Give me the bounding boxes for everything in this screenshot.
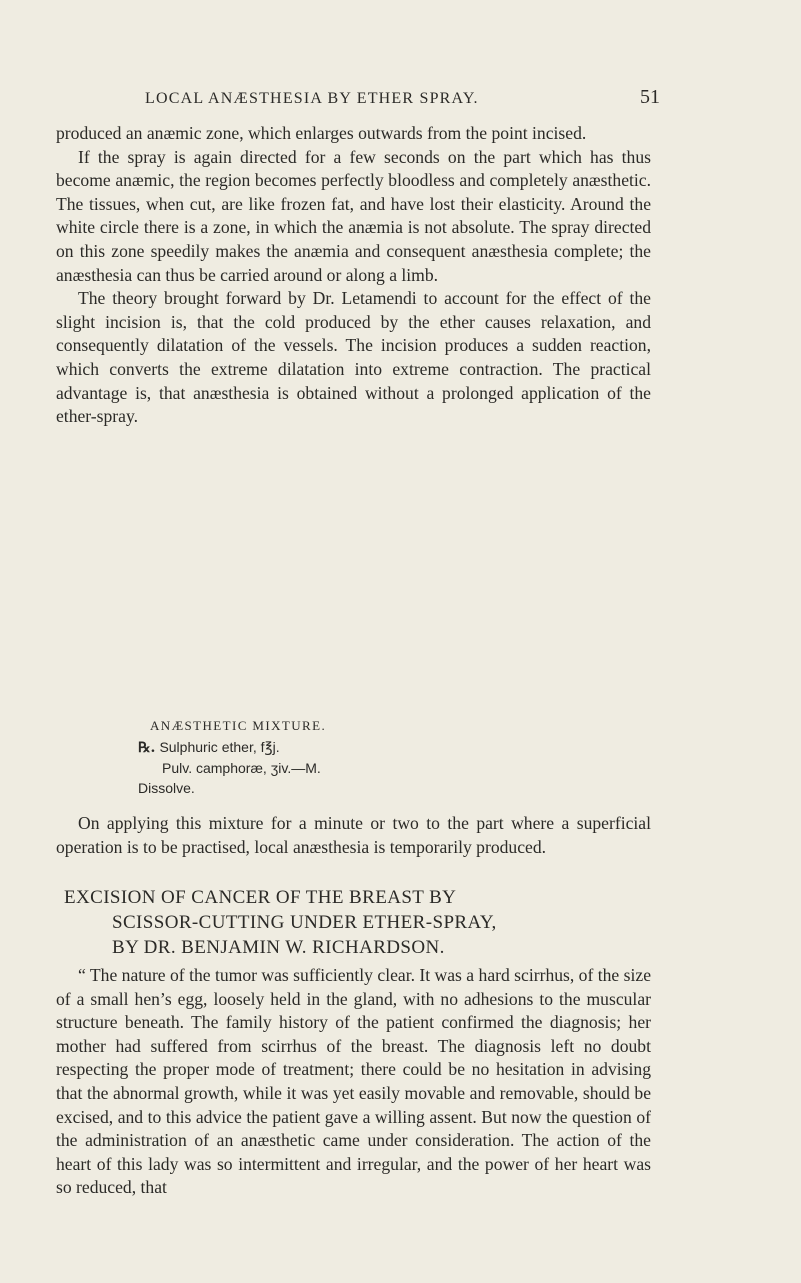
paragraph: If the spray is again directed for a few seconds on the part which has thus become anæmic, the region becomes perfectly bloodless and completely anæsthetic. The tissues, when cut, are like frozen fat, and have lost their elasticity. Around the white circle there is a zone, in which the anæmia is not absolute. The spray directed on this zone speedily makes the anæmia and consequent anæsthesia complete; the anæsthesia can thus be carried around or along a limb. xyxy=(56,146,651,285)
recipe-line xyxy=(138,737,321,758)
recipe-line-text: Sulphuric ether, f℥j. xyxy=(159,739,280,755)
heading-line: BY DR. BENJAMIN W. RICHARDSON. xyxy=(112,937,445,958)
recipe-title: ANÆSTHETIC MIXTURE. xyxy=(150,718,327,733)
recipe-line: Pulv. camphoræ, ʒiv.—M. xyxy=(162,760,321,776)
heading-line: EXCISION OF CANCER OF THE BREAST BY xyxy=(64,887,457,908)
body-text-block xyxy=(56,122,651,429)
section-text xyxy=(56,964,651,1200)
recipe-block xyxy=(138,737,321,798)
page-header xyxy=(0,86,801,118)
page-number: 51 xyxy=(640,86,660,108)
rx-symbol: ℞. xyxy=(138,740,156,756)
running-head: LOCAL ANÆSTHESIA BY ETHER SPRAY. xyxy=(145,90,479,107)
section-heading xyxy=(56,885,651,960)
paragraph: The theory brought forward by Dr. Letamendi to account for the effect of the slight incision is, that the cold produced by the ether causes relaxation, and consequently dilatation of the vessels. The incision produces a sudden reaction, which converts the extreme dilatation into extreme contraction. The practical advantage is, that anæsthesia is obtained without a prolonged application of the ether-spray. xyxy=(56,288,651,427)
paragraph: “ The nature of the tumor was sufficiently clear. It was a hard scirrhus, of the size of a small hen’s egg, loosely held in the gland, with no adhesions to the muscular structure beneath. The family history of the patient confirmed the diagnosis; her mother had suffered from scirrhus of the breast. The diagnosis left no doubt respecting the proper mode of treatment; there could be no hesitation in advising that the abnormal growth, while it was yet easily movable and removable, should be excised, and to this advice the patient gave a willing assent. But now the question of the administration of an anæsthetic came under consideration. The action of the heart of this lady was so intermittent and irregular, and the power of her heart was so reduced, that xyxy=(56,965,651,1198)
heading-line: SCISSOR-CUTTING UNDER ETHER-SPRAY, xyxy=(112,912,497,933)
after-recipe-text xyxy=(56,812,651,859)
recipe-line: Dissolve. xyxy=(138,780,195,796)
paragraph: On applying this mixture for a minute or two to the part where a superficial operation is to be practised, local anæsthesia is temporarily produced. xyxy=(56,813,651,857)
paragraph: produced an anæmic zone, which enlarges outwards from the point incised. xyxy=(56,123,587,143)
